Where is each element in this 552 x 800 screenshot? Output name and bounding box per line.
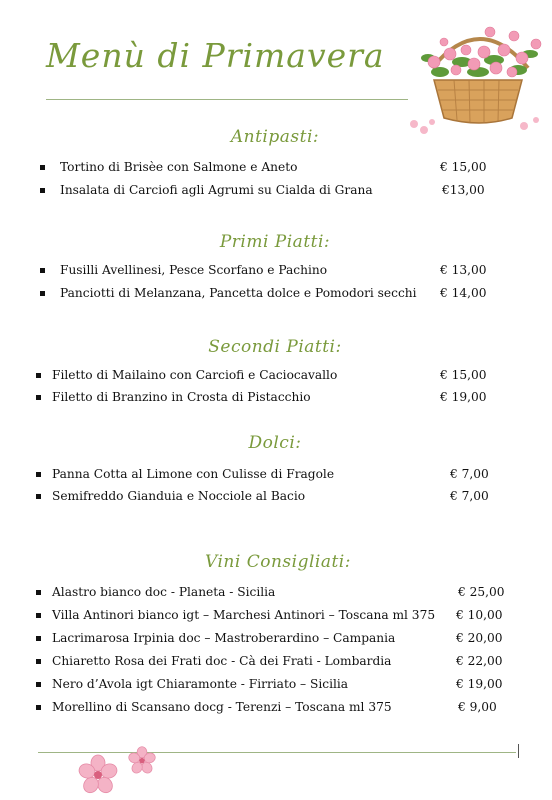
menu-price: € 15,00 — [440, 368, 487, 382]
menu-item: Filetto di Branzino in Crosta di Pistacchio — [52, 390, 311, 404]
bullet — [36, 590, 41, 595]
menu-item: Nero d’Avola igt Chiaramonte - Firriato – Sicilia — [52, 677, 349, 691]
bullet — [36, 472, 41, 477]
bullet — [36, 613, 41, 618]
menu-price: € 7,00 — [450, 489, 489, 503]
bullet — [36, 373, 41, 378]
menu-price: € 10,00 — [456, 608, 503, 622]
menu-price: € 19,00 — [456, 677, 503, 691]
section-title-secondi: Secondi Piatti: — [208, 337, 342, 357]
section-title-vini: Vini Consigliati: — [205, 552, 351, 572]
menu-item: Chiaretto Rosa dei Frati doc - Cà dei Frati - Lombardia — [52, 654, 392, 668]
menu-price: € 14,00 — [440, 286, 487, 300]
bullet — [36, 659, 41, 664]
section-title-antipasti: Antipasti: — [230, 127, 320, 147]
menu-item: Villa Antinori bianco igt – Marchesi Antinori – Toscana ml 375 — [52, 608, 436, 622]
menu-item: Tortino di Brisèe con Salmone e Aneto — [60, 160, 298, 174]
menu-item: Fusilli Avellinesi, Pesce Scorfano e Pachino — [60, 263, 328, 277]
text-cursor-mark — [518, 744, 519, 758]
menu-item: Insalata di Carciofi agli Agrumi su Cialda di Grana — [60, 183, 373, 197]
bullet — [36, 494, 41, 499]
menu-price: € 15,00 — [440, 160, 487, 174]
menu-price: € 20,00 — [456, 631, 503, 645]
menu-price: € 7,00 — [450, 467, 489, 481]
menu-price: € 19,00 — [440, 390, 487, 404]
bullet — [40, 268, 45, 273]
menu-title: Menù di Primavera — [46, 36, 385, 75]
menu-item: Morellino di Scansano docg - Terenzi – Toscana ml 375 — [52, 700, 392, 714]
section-title-dolci: Dolci: — [248, 433, 302, 453]
bullet — [40, 165, 45, 170]
bullet — [36, 636, 41, 641]
bullet — [40, 291, 45, 296]
bullet — [36, 682, 41, 687]
flower-basket-icon — [404, 10, 550, 136]
menu-item: Panna Cotta al Limone con Culisse di Fragole — [52, 467, 335, 481]
menu-item: Semifreddo Gianduia e Nocciole al Bacio — [52, 489, 306, 503]
title-divider — [46, 99, 408, 100]
menu-price: € 9,00 — [458, 700, 497, 714]
bullet — [36, 705, 41, 710]
bullet — [36, 395, 41, 400]
menu-price: € 25,00 — [458, 585, 505, 599]
menu-price: € 22,00 — [456, 654, 503, 668]
menu-item: Lacrimarosa Irpinia doc – Mastroberardino – Campania — [52, 631, 396, 645]
menu-item: Filetto di Mailaino con Carciofi e Caciocavallo — [52, 368, 338, 382]
menu-price: €13,00 — [442, 183, 485, 197]
bullet — [40, 188, 45, 193]
cherry-blossom-icon — [78, 754, 118, 794]
section-title-primi: Primi Piatti: — [219, 232, 331, 252]
menu-item: Alastro bianco doc - Planeta - Sicilia — [52, 585, 276, 599]
menu-item: Panciotti di Melanzana, Pancetta dolce e Pomodori secchi — [60, 286, 417, 300]
footer-divider — [38, 752, 516, 753]
menu-price: € 13,00 — [440, 263, 487, 277]
cherry-blossom-icon — [128, 746, 156, 774]
